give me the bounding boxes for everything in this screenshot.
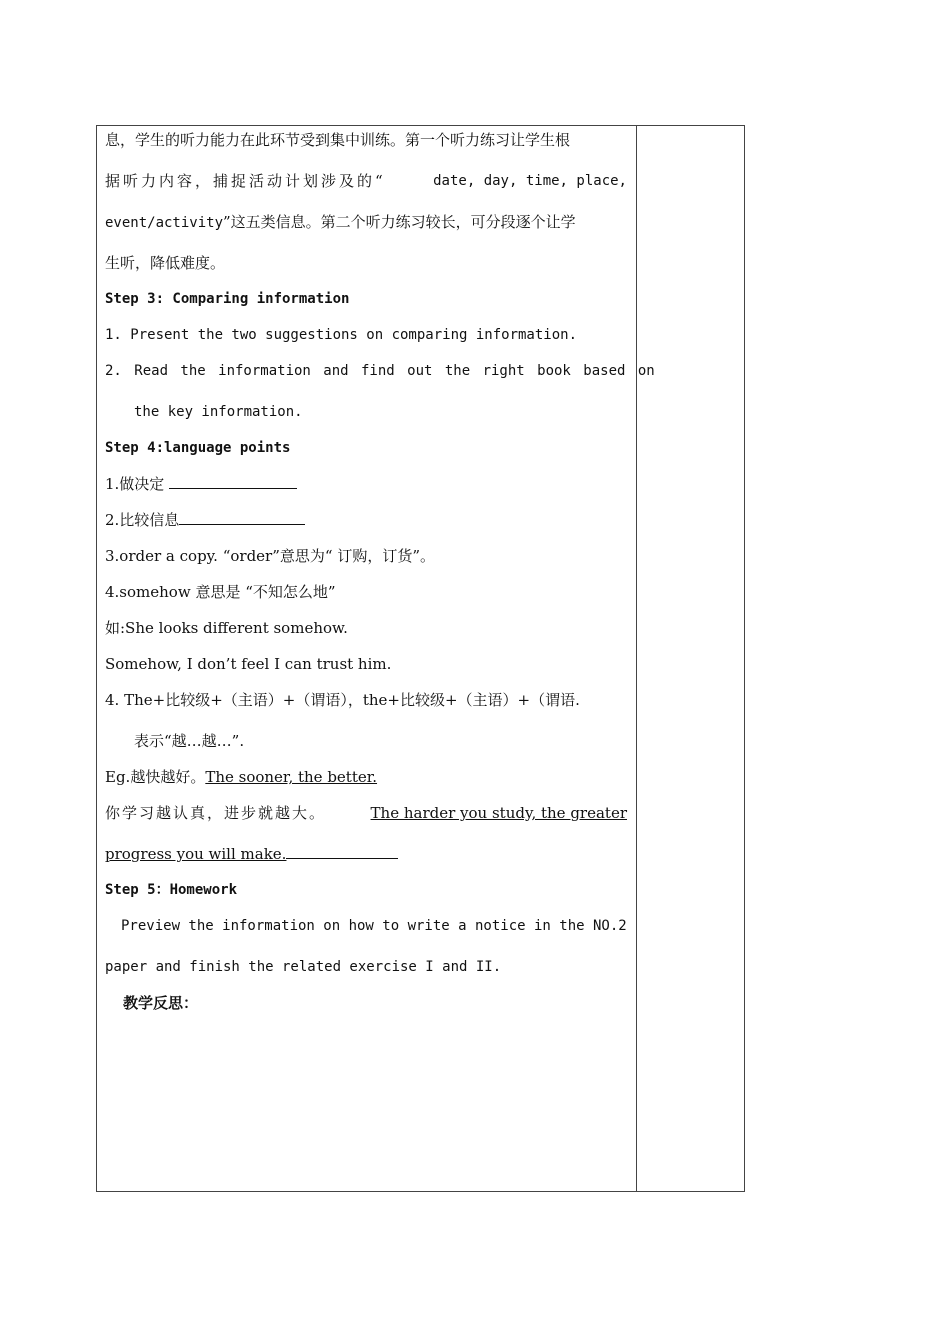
- step5-heading: Step 5：Homework: [105, 882, 238, 898]
- step4-item-3: 3.order a copy. “order”意思为“ 订购，订货”。: [105, 547, 435, 565]
- step4-heading: Step 4:language points: [105, 440, 291, 456]
- lesson-plan-table: [96, 125, 745, 1192]
- reflection-heading: 教学反思：: [123, 994, 199, 1012]
- example-sentence: 你学习越认真，进步就越大。 The harder you study, the greater: [105, 804, 627, 822]
- answer-text: The harder you study, the greater: [370, 804, 627, 822]
- step3-item-2-continued: the key information.: [134, 404, 303, 420]
- paragraph-line: 生听，降低难度。: [105, 254, 226, 272]
- answer-text: progress you will make.: [105, 845, 287, 863]
- step3-heading: Step 3: Comparing information: [105, 291, 350, 307]
- example-sentence: 如:She looks different somehow.: [105, 619, 348, 637]
- homework-line: paper and finish the related exercise I and II.: [105, 959, 502, 975]
- example-sentence: Eg.越快越好。The sooner, the better.: [105, 768, 378, 786]
- column-divider: [636, 126, 637, 1191]
- answer-blank: [169, 474, 297, 489]
- step4-item-5-continued: 表示“越…越…”.: [134, 732, 245, 750]
- paragraph-line: 息，学生的听力能力在此环节受到集中训练。第一个听力练习让学生根: [105, 131, 571, 149]
- step4-item-1: 1.做决定: [105, 474, 297, 494]
- answer-blank: [286, 844, 398, 859]
- step4-item-2: 2.比较信息: [105, 510, 305, 530]
- step3-item-2: 2. Read the information and find out the right book based on: [105, 363, 655, 379]
- step4-item-5: 4. The+比较级+（主语）+（谓语），the+比较级+（主语）+（谓语.: [105, 691, 580, 709]
- step3-item-1: 1. Present the two suggestions on comparing information.: [105, 327, 578, 343]
- paragraph-line: 据听力内容，捕捉活动计划涉及的“ date, day, time, place,: [105, 172, 627, 190]
- homework-line: Preview the information on how to write a notice in the NO.2: [121, 918, 627, 934]
- example-sentence: Somehow, I don’t feel I can trust him.: [105, 655, 392, 673]
- paragraph-line: event/activity”这五类信息。第二个听力练习较长，可分段逐个让学: [105, 213, 576, 231]
- answer-blank: [179, 510, 305, 525]
- example-sentence: [105, 844, 398, 864]
- answer-text: The sooner, the better.: [205, 768, 378, 786]
- step4-item-4: 4.somehow 意思是 “不知怎么地”: [105, 583, 336, 601]
